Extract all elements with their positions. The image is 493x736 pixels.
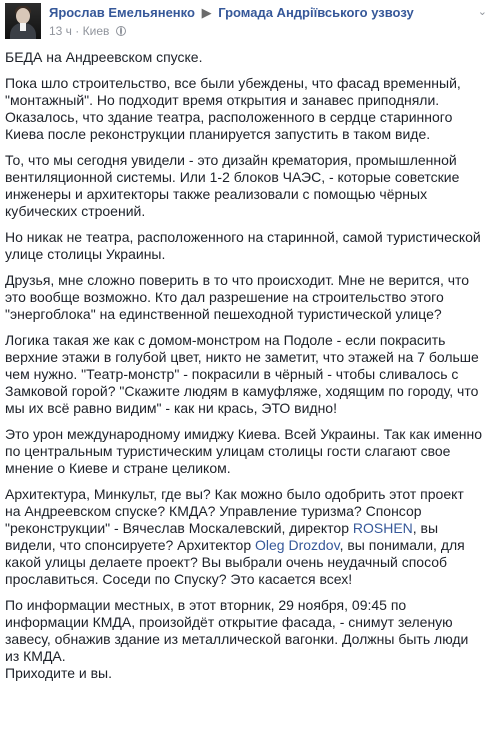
paragraph-8-part-3: , вы понимали, для какой улицы делаете проект? Вы выбрали очень неудачный способ прославиться. Соседи по Спуску? Это касается всех! [5, 537, 465, 587]
paragraph-9 [5, 597, 483, 682]
author-avatar[interactable] [5, 3, 41, 39]
post-title-line [49, 4, 475, 22]
paragraph-1: БЕДА на Андреевском спуске. [5, 49, 203, 65]
paragraph-6: Логика такая же как с домом-монстром на Подоле - если покрасить верхние этажи в голубой цвет, никто не заметит, что этажей на 7 больше чем нужно. "Театр-монстр" - покрасили в чёрный - чтобы сливалось с Замковой горой? "Скажите людям в камуфляже, ходящим по городу, что мы их всё равно видим" - как ни крась, ЭТО видно! [5, 332, 479, 416]
oleg-drozdov-link[interactable]: Oleg Drozdov [255, 537, 340, 553]
roshen-link[interactable]: ROSHEN [352, 520, 413, 536]
author-name-link[interactable]: Ярослав Емельяненко [49, 5, 195, 20]
group-name-link[interactable]: Громада Андріївського узвозу [218, 5, 414, 20]
paragraph-8-part-1: Архитектура, Минкульт, где вы? Как можно было одобрить этот проект на Андреевском спуске? КМДА? Управление туризма? Спонсор "реконструкции" - Вячеслав Москалевский, директор [5, 486, 464, 536]
chevron-down-icon[interactable]: ⌄ [477, 6, 487, 18]
avatar-collar [20, 23, 26, 31]
paragraph-2: Пока шло строительство, все были убеждены, что фасад временный, "монтажный". Но подходит время открытия и занавес приподняли. Оказалось, что здание театра, расположенного в сердце старинного Киева после реконструкции планируется запустить в таком виде. [5, 75, 461, 142]
paragraph-9-line-2: Приходите и вы. [5, 665, 113, 681]
post-time-link[interactable]: 13 ч [49, 24, 72, 38]
location-link[interactable]: Киев [82, 24, 110, 38]
globe-icon [116, 26, 126, 36]
post-meta [49, 23, 126, 39]
paragraph-7: Это урон международному имиджу Киева. Всей Украины. Так как именно по центральным туристическим улицам столицы гости слагают свое мнение о Киеве и стране целиком. [5, 426, 483, 476]
arrow-right-icon: ▶ [201, 5, 212, 20]
paragraph-8-part-2: , вы видели, что спонсируете? Архитектор [5, 520, 439, 553]
paragraph-5: Друзья, мне сложно поверить в то что происходит. Мне не верится, что это вообще возможно. Кто дал разрешение на строительство этого "энергоблока" на единственной пешеходной туристической улице? [5, 272, 470, 322]
meta-separator: · [75, 24, 80, 38]
paragraph-8 [5, 486, 483, 588]
post-header [5, 3, 485, 41]
paragraph-3: То, что мы сегодня увидели - это дизайн крематория, промышленной вентиляционной системы. Или 1-2 блоков ЧАЭС, - которые советские инженеры и архитекторы также реализовали с помощью чёрных кубических строений. [5, 152, 460, 219]
paragraph-9-line-1: По информации местных, в этот вторник, 29 ноября, 09:45 по информации КМДА, произойдёт открытие фасада, - снимут зеленую завесу, обнажив здание из металлической вагонки. Должны быть люди из КМДА. [5, 597, 469, 664]
post-content [5, 49, 483, 691]
paragraph-4: Но никак не театра, расположенного на старинной, самой туристической улице столицы Украины. [5, 229, 481, 262]
avatar-face [16, 8, 30, 24]
